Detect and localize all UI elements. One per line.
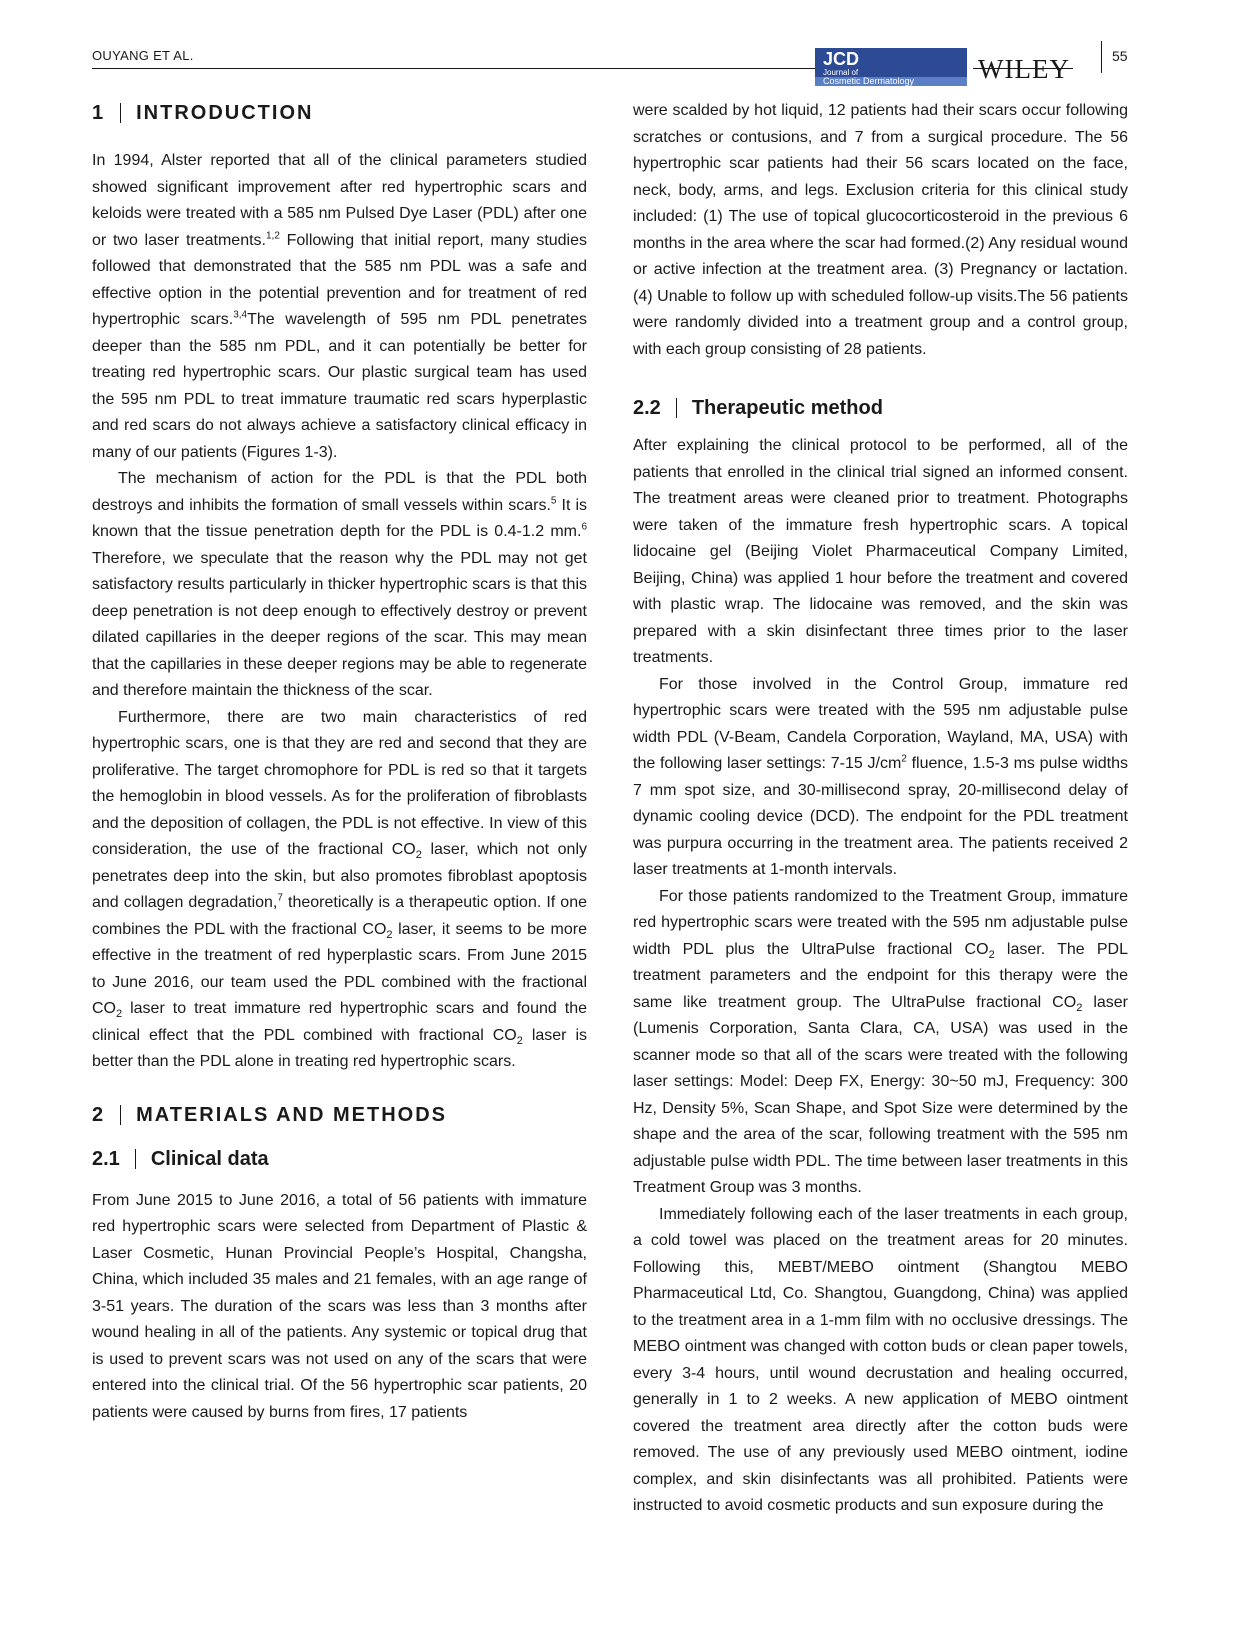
subscript: 2 [988, 948, 995, 961]
citation: 6 [581, 521, 587, 533]
page-number: 55 [1112, 48, 1128, 64]
text: The mechanism of action for the PDL is that the PDL both destroys and inhibits the formation of small vessels within scars. [92, 470, 587, 514]
text: For those patients randomized to the Treatment Group, immature red hypertrophic scars were treated with the 595 nm adjustable pulse width PDL plus the UltraPulse fractional CO [633, 887, 1128, 958]
section-number: 1 [92, 102, 106, 124]
text: Furthermore, there are two main characteristics of red hypertrophic scars, one is that they are red and second that they are proliferative. The target chromophore for PDL is red so that it targets the hemoglobin in blood vessels. As for the proliferation of fibroblasts and the deposition of collagen, the PDL is not effective. In view of this consideration, the use of the fractional CO [92, 708, 587, 858]
paragraph: After explaining the clinical protocol to be performed, all of the patients that enrolled in the clinical trial signed an informed consent. The treatment areas were cleaned prior to treatment. Photographs were taken of the immature fresh hypertrophic scars. A topical lidocaine gel (Beijing Violet Pharmaceutical Company Limited, Beijing, China) was applied 1 hour before the treatment and covered with plastic wrap. The lidocaine was removed, and the skin was prepared with a skin disinfectant three times prior to the laser treatments. [633, 437, 1128, 666]
page-header [92, 36, 1140, 86]
right-column [633, 98, 1128, 1520]
subsection-number: 2.1 [92, 1147, 120, 1170]
heading-separator [120, 103, 121, 123]
text: Following that initial report, many studies followed that demonstrated that the 585 nm PDL was a safe and effective option in the potential prevention and for treatment of red hypertrophic scars. [92, 231, 588, 328]
superscript: 2 [901, 753, 907, 765]
subsection-title: Clinical data [150, 1147, 269, 1170]
paragraph [92, 466, 587, 705]
text: In 1994, Alster reported that all of the clinical parameters studied showed significant improvement after red hypertrophic scars and keloids were treated with a 585 nm Pulsed Dye Laser (PDL) after one or two laser treatments. [92, 152, 587, 249]
heading-separator [135, 1149, 136, 1169]
journal-abbr: JCD [823, 49, 860, 69]
heading-separator [120, 1105, 121, 1125]
section-title: INTRODUCTION [136, 102, 314, 124]
text: theoretically is a therapeutic option. If one combines the PDL with the fractional CO [92, 894, 588, 938]
text: Therefore, we speculate that the reason why the PDL may not get satisfactory results particularly in thicker hypertrophic scars is that this deep penetration is not deep enough to effectively destroy or prevent dilated capillaries in the deeper regions of the scar. This may mean that the capillaries in these deeper regions may be able to regenerate and therefore maintain the thickness of the scar. [92, 549, 587, 699]
citation: 1,2 [266, 230, 280, 242]
section-heading-introduction [92, 98, 587, 128]
subsection-number: 2.2 [633, 397, 661, 419]
text: laser is better than the PDL alone in treating red hypertrophic scars. [92, 1026, 588, 1070]
section-title: MATERIALS AND METHODS [136, 1103, 448, 1126]
paragraph: Immediately following each of the laser treatments in each group, a cold towel was placed on the treatment areas for 20 minutes. Following this, MEBT/MEBO ointment (Shangtou MEBO Pharmaceutical Ltd, Co. Shangtou, Guangdong, China) was applied to the treatment area in a 1-mm film with no occlusive dressings. The MEBO ointment was changed with cotton buds or clean paper towels, every 3-4 hours, until wound decrustation and healing occurred, generally in 1 to 2 weeks. A new application of MEBO ointment covered the treatment area directly after the cotton buds were removed. The use of any previously used MEBO ointment, iodine complex, and skin disinfectants was all prohibited. Patients were instructed to avoid cosmetic products and sun exposure during the [633, 1205, 1128, 1514]
citation: 7 [277, 892, 283, 904]
section-number: 2 [92, 1103, 106, 1126]
journal-logo [815, 48, 967, 86]
citation: 3,4 [233, 309, 248, 321]
text: laser, which not only penetrates deep into the skin, but also promotes fibroblast apoptosis and collagen degradation, [92, 841, 587, 911]
text: For those involved in the Control Group, immature red hypertrophic scars were treated with the 595 nm adjustable pulse width PDL (V-Beam, Candela Corporation, Wayland, MA, USA) with the following laser settings: 7-15 J/cm [633, 675, 1128, 772]
subscript: 2 [1076, 1001, 1083, 1014]
paragraph: From June 2015 to June 2016, a total of 56 patients with immature red hypertrophic scars were selected from Department of Plastic & Laser Cosmetic, Hunan Provincial People’s Hospital, Changsha, China, which included 35 males and 21 females, with an age range of 3-51 years. The duration of the scars was less than 3 months after wound healing in all of the patients. Any systemic or topical drug that is used to prevent scars was not used on any of the scars that were entered into the clinical trial. Of the 56 hypertrophic scar patients, 20 patients were caused by burns from fires, 17 patients [92, 1191, 587, 1421]
text: It is known that the tissue penetration depth for the PDL is 0.4-1.2 mm. [92, 496, 587, 540]
left-column [92, 98, 587, 1426]
subscript: 2 [386, 928, 393, 941]
heading-separator [676, 398, 677, 418]
journal-name-line2: Cosmetic Dermatology [815, 77, 967, 86]
text: The wavelength of 595 nm PDL penetrates deeper than the 585 nm PDL, and it can potentially be better for treating red hypertrophic scars. Our plastic surgical team has used the 595 nm PDL to treat immature traumatic red scars hyperplastic and red scars do not always achieve a satisfactory clinical efficacy in many of our patients (Figures 1-3). [92, 311, 587, 461]
subscript: 2 [116, 1008, 123, 1021]
publisher-logo: WILEY [978, 54, 1070, 84]
subsection-title: Therapeutic method [691, 397, 883, 419]
citation: 5 [550, 495, 557, 507]
paragraph [92, 148, 587, 466]
paragraph: were scalded by hot liquid, 12 patients had their scars occur following scratches or contusions, and 7 from a surgical procedure. The 56 hypertrophic scar patients had their 56 scars located on the face, neck, body, arms, and legs. Exclusion criteria for this clinical study included: (1) The use of topical glucocorticosteroid in the previous 6 months in the area where the scar had formed.(2) Any residual wound or active infection at the treatment area. (3) Pregnancy or lactation. (4) Unable to follow up with scheduled follow-up visits.The 56 patients were randomly divided into a treatment group and a control group, with each group consisting of 28 patients. [633, 102, 1128, 358]
text: laser (Lumenis Corporation, Santa Clara, CA, USA) was used in the scanner mode so that all of the scars were treated with the following laser settings: Model: Deep FX, Energy: 30~50 mJ, Frequency: 300 Hz, Density 5%, Scan Shape, and Spot Size were determined by the shape and the area of the scar, following treatment with the 595 nm adjustable pulse width PDL. The time between laser treatments in this Treatment Group was 3 months. [633, 993, 1129, 1196]
header-rule [92, 68, 817, 69]
subscript: 2 [516, 1034, 523, 1047]
text: laser. The PDL treatment parameters and the endpoint for this therapy were the same like treatment group. The UltraPulse fractional CO [633, 940, 1129, 1011]
subsection-heading-clinical-data [92, 1144, 587, 1174]
text: laser to treat immature red hypertrophic scars and found the clinical effect that the PDL combined with fractional CO [92, 1000, 587, 1044]
subscript: 2 [415, 849, 422, 862]
text: laser, it seems to be more effective in the treatment of red hyperplastic scars. From June 2015 to June 2016, our team used the PDL combined with the fractional CO [92, 920, 587, 1017]
header-divider [1101, 41, 1102, 73]
journal-name-line1: Journal of [823, 68, 859, 77]
subsection-heading-therapeutic-method [633, 393, 1128, 423]
paragraph [92, 705, 587, 1076]
paragraph [633, 672, 1128, 884]
section-heading-materials-methods [92, 1100, 587, 1130]
text: fluence, 1.5-3 ms pulse widths 7 mm spot size, and 30-millisecond spray, 20-millisecond delay of dynamic cooling device (DCD). The endpoint for the PDL treatment was purpura occurring in the treatment area. The patients received 2 laser treatments at 1-month intervals. [633, 755, 1128, 878]
paragraph [633, 884, 1128, 1202]
running-head: OUYANG ET AL. [92, 48, 194, 63]
